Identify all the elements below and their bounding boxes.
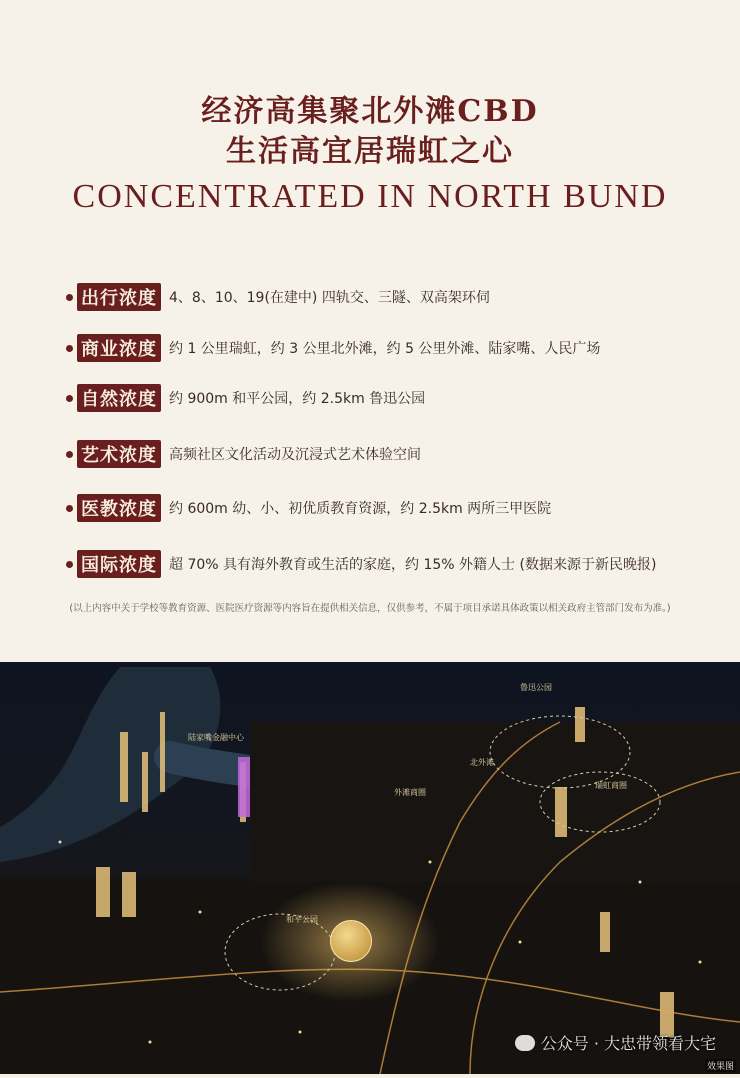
headline-line-1: 经济高集聚北外滩CBD bbox=[201, 94, 539, 129]
headline-english: CONCENTRATED IN NORTH BUND bbox=[72, 178, 668, 215]
bullet-icon bbox=[66, 345, 73, 352]
map-label: 和平公园 bbox=[286, 915, 318, 924]
aerial-night-view bbox=[0, 662, 740, 1074]
feature-desc: 高频社区文化活动及沉浸式艺术体验空间 bbox=[169, 447, 421, 463]
feature-row-international bbox=[66, 551, 656, 577]
feature-row-commerce bbox=[66, 335, 600, 361]
bullet-icon bbox=[66, 395, 73, 402]
feature-row-transport bbox=[66, 284, 490, 310]
bullet-icon bbox=[66, 505, 73, 512]
city-illustration bbox=[0, 662, 740, 1074]
watermark bbox=[515, 1031, 716, 1054]
project-logo-icon bbox=[330, 920, 372, 962]
feature-tag: 艺术浓度 bbox=[77, 440, 161, 468]
map-label: 陆家嘴金融中心 bbox=[188, 733, 244, 742]
map-label: 北外滩 bbox=[470, 758, 494, 767]
feature-row-nature bbox=[66, 385, 425, 411]
feature-desc: 4、8、10、19(在建中) 四轨交、三隧、双高架环伺 bbox=[169, 290, 490, 306]
watermark-text: 公众号 · 大忠带领看大宅 bbox=[540, 1034, 716, 1053]
disclaimer: (以上内容中关于学校等教育资源、医院医疗资源等内容旨在提供相关信息，仅供参考，不属于项目承诺具体政策以相关政府主管部门发布为准。) bbox=[69, 603, 671, 614]
bullet-icon bbox=[66, 294, 73, 301]
map-label: 鲁迅公园 bbox=[520, 683, 552, 692]
bullet-icon bbox=[66, 561, 73, 568]
headline-line-2: 生活高宜居瑞虹之心 bbox=[226, 134, 514, 169]
wechat-icon bbox=[515, 1035, 535, 1051]
feature-desc: 超 70% 具有海外教育或生活的家庭，约 15% 外籍人士 (数据来源于新民晚报) bbox=[169, 557, 657, 573]
feature-desc: 约 600m 幼、小、初优质教育资源，约 2.5km 两所三甲医院 bbox=[169, 501, 552, 517]
map-label: 瑞虹商圈 bbox=[595, 781, 627, 790]
feature-row-education bbox=[66, 495, 551, 521]
feature-tag: 国际浓度 bbox=[77, 550, 161, 578]
feature-row-art bbox=[66, 441, 421, 467]
map-label: 外滩商圈 bbox=[394, 788, 426, 797]
feature-tag: 医教浓度 bbox=[77, 494, 161, 522]
feature-tag: 商业浓度 bbox=[77, 334, 161, 362]
effect-image-label: 效果图 bbox=[705, 1059, 736, 1072]
feature-desc: 约 900m 和平公园，约 2.5km 鲁迅公园 bbox=[169, 391, 426, 407]
feature-tag: 出行浓度 bbox=[77, 283, 161, 311]
bullet-icon bbox=[66, 451, 73, 458]
feature-tag: 自然浓度 bbox=[77, 384, 161, 412]
feature-desc: 约 1 公里瑞虹，约 3 公里北外滩，约 5 公里外滩、陆家嘴、人民广场 bbox=[169, 341, 601, 357]
